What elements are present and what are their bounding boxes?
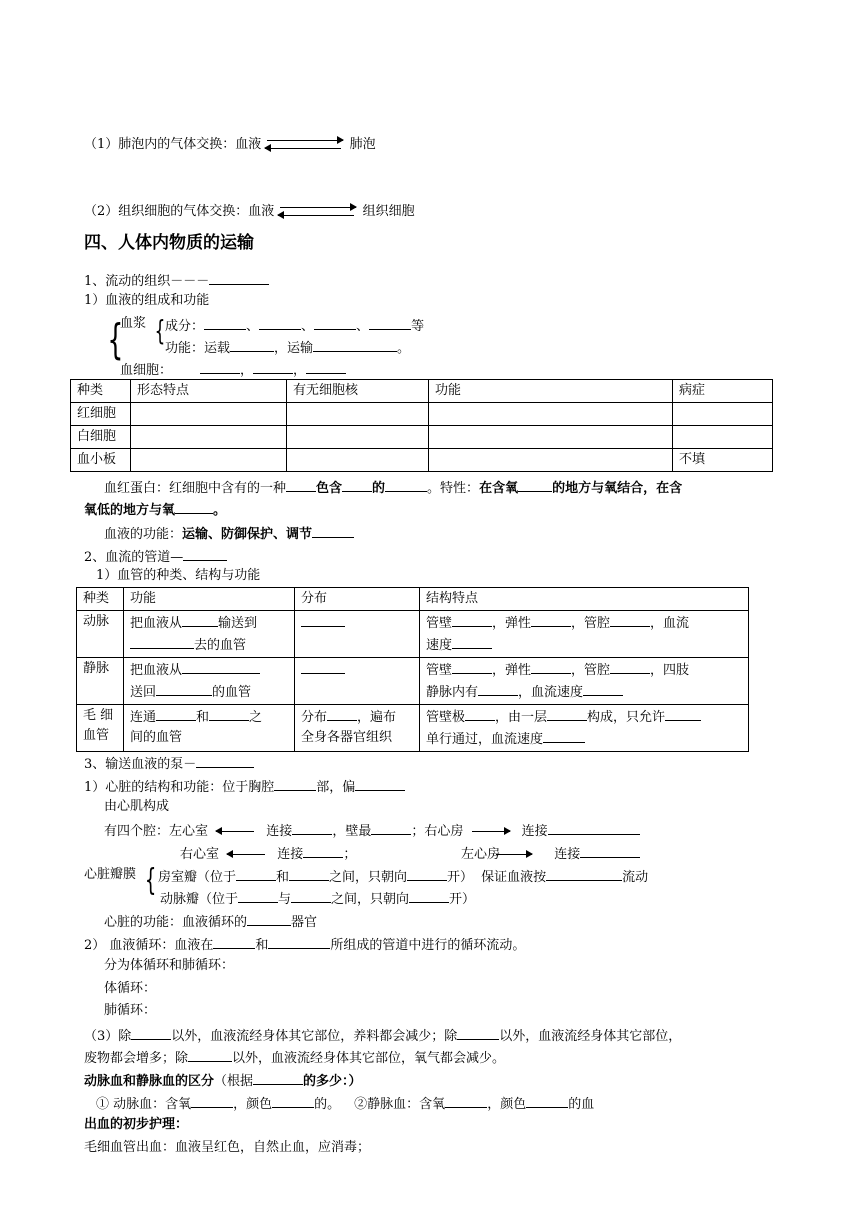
arrow-right-icon — [472, 827, 510, 837]
blood-composition-title: 1）血液的组成和功能 — [84, 293, 210, 308]
plasma-label: 血浆 — [120, 316, 147, 331]
first-aid-title: 出血的初步护理： — [84, 1117, 189, 1132]
table-header: 种类 — [71, 380, 131, 403]
blank[interactable] — [247, 911, 291, 926]
blank[interactable] — [274, 776, 316, 791]
vessel-title: 2、血流的管道— — [84, 546, 227, 567]
except-line-1: （3）除 以外，血液流经身体其它部位，养料都会减少；除 以外，血液流经身体其它部位， — [84, 1025, 681, 1046]
flow-tissue-line: 1、流动的组织－－－ — [84, 270, 269, 291]
blood-function-line: 血液的功能：运输、防御保护、调节 — [104, 523, 354, 544]
table-header: 形态特点 — [131, 380, 287, 403]
blank[interactable] — [385, 477, 427, 492]
chamber-line-1: 有四个腔：左心室 连接 ，壁最 ；右心房 连接 — [104, 820, 640, 841]
small-brace-icon: { — [154, 314, 166, 347]
blank[interactable] — [548, 820, 640, 835]
systemic-circulation: 体循环： — [104, 981, 157, 996]
circulation-line: 2） 血液循环：血液在 和 所组成的管道中进行的循环流动。 — [84, 934, 525, 955]
table-row: 红细胞 — [71, 403, 773, 426]
blank[interactable] — [209, 270, 269, 285]
table-row: 毛 细 血管 连通 和 之 间的血管 分布 ，遍布 全身各器官组织 管壁极 ，由一层 构成，只允许 单行通过，血流速度 — [77, 705, 749, 752]
pump-title: 3、输送血液的泵－ — [84, 753, 254, 774]
except-line-2: 废物都会增多；除 以外，血液流经身体其它部位，氧气都会减少。 — [84, 1047, 505, 1068]
table-header: 分布 — [295, 588, 420, 611]
left-atrium-line: 左心房 连接 — [461, 843, 640, 864]
bidirectional-arrow-icon — [278, 204, 358, 220]
art-vein-line: ① 动脉血：含氧 ，颜色 的。 ②静脉血：含氧 ，颜色 的血 — [96, 1093, 594, 1114]
av-valve-line: 房室瓣（位于 和 之间，只朝向 开） 保证血液按 流动 — [158, 866, 648, 887]
hemoglobin-line-1: 血红蛋白：红细胞中含有的一种 色含 的 。特性：在含氧 的地方与氧结合，在含 — [104, 477, 682, 498]
blank[interactable] — [175, 499, 213, 514]
blank[interactable] — [369, 315, 411, 330]
blank[interactable] — [259, 315, 301, 330]
blank[interactable] — [292, 820, 332, 835]
blank[interactable] — [342, 477, 372, 492]
table-header: 种类 — [77, 588, 124, 611]
plasma-components-line: 成分： 、 、 、 等 — [165, 315, 424, 336]
table-header: 病症 — [673, 380, 773, 403]
table-header: 功能 — [124, 588, 295, 611]
blank[interactable] — [230, 337, 274, 352]
blank[interactable] — [314, 315, 356, 330]
table-row: 白细胞 — [71, 426, 773, 449]
blank[interactable] — [204, 315, 246, 330]
valves-label: 心脏瓣膜 — [84, 867, 137, 882]
blank[interactable] — [183, 546, 227, 561]
blank[interactable] — [518, 477, 552, 492]
chamber-line-2: 右心室 连接 ； — [180, 843, 356, 864]
table-row: 动脉 把血液从 输送到 去的血管 管壁 ，弹性 ，管腔 ，血流 速度 — [77, 611, 749, 658]
blood-vessel-table — [76, 587, 749, 752]
pulmonary-circulation: 肺循环： — [104, 1003, 157, 1018]
blank[interactable] — [355, 776, 405, 791]
bidirectional-arrow-icon — [265, 137, 345, 153]
section-title: 四、人体内物质的运输 — [84, 233, 254, 253]
blank[interactable] — [303, 843, 343, 858]
heart-muscle-line: 由心肌构成 — [104, 799, 170, 814]
blank[interactable] — [253, 359, 293, 374]
semilunar-valve-line: 动脉瓣（位于 与 之间，只朝向 开） — [160, 888, 475, 909]
blank[interactable] — [196, 753, 254, 768]
vessel-subtitle: 1）血管的种类、结构与功能 — [96, 568, 261, 583]
table-row: 静脉 把血液从 送回 的血管 管壁 ，弹性 ，管腔 ，四肢 静脉内有 ，血流速度 — [77, 658, 749, 705]
arrow-left-icon — [216, 827, 254, 837]
blank[interactable] — [306, 359, 346, 374]
plasma-function-line: 功能：运载 ，运输 。 — [165, 337, 410, 358]
hemoglobin-line-2: 氧低的地方与氧 。 — [84, 499, 226, 520]
left-brace-icon: { — [107, 315, 124, 364]
table-row: 血小板 不填 — [71, 449, 773, 472]
blank[interactable] — [200, 359, 240, 374]
arrow-right-icon — [496, 850, 532, 860]
blank[interactable] — [371, 820, 411, 835]
blood-cell-table — [70, 379, 773, 472]
blood-cells-line: 血细胞： ， ， — [120, 359, 346, 380]
lung-gas-exchange-line: （1）肺泡内的气体交换：血液 肺泡 — [84, 137, 376, 152]
blank[interactable] — [286, 477, 316, 492]
heart-structure-line: 1）心脏的结构和功能：位于胸腔 部，偏 — [84, 776, 405, 797]
blank[interactable] — [312, 523, 354, 538]
circulation-types: 分为体循环和肺循环： — [104, 958, 235, 973]
blank[interactable] — [313, 337, 397, 352]
blank[interactable] — [580, 843, 640, 858]
arrow-left-icon — [227, 850, 265, 860]
table-header: 功能 — [429, 380, 673, 403]
tissue-gas-exchange-line: （2）组织细胞的气体交换：血液 组织细胞 — [84, 204, 415, 219]
heart-function-line: 心脏的功能：血液循环的 器官 — [104, 911, 317, 932]
table-header: 结构特点 — [420, 588, 749, 611]
art-vein-title: 动脉血和静脉血的区分（根据 的多少：） — [84, 1070, 362, 1091]
capillary-bleeding-line: 毛细血管出血：血液呈红色，自然止血，应消毒； — [84, 1140, 371, 1155]
brace-icon: { — [144, 863, 157, 898]
table-header: 有无细胞核 — [287, 380, 429, 403]
